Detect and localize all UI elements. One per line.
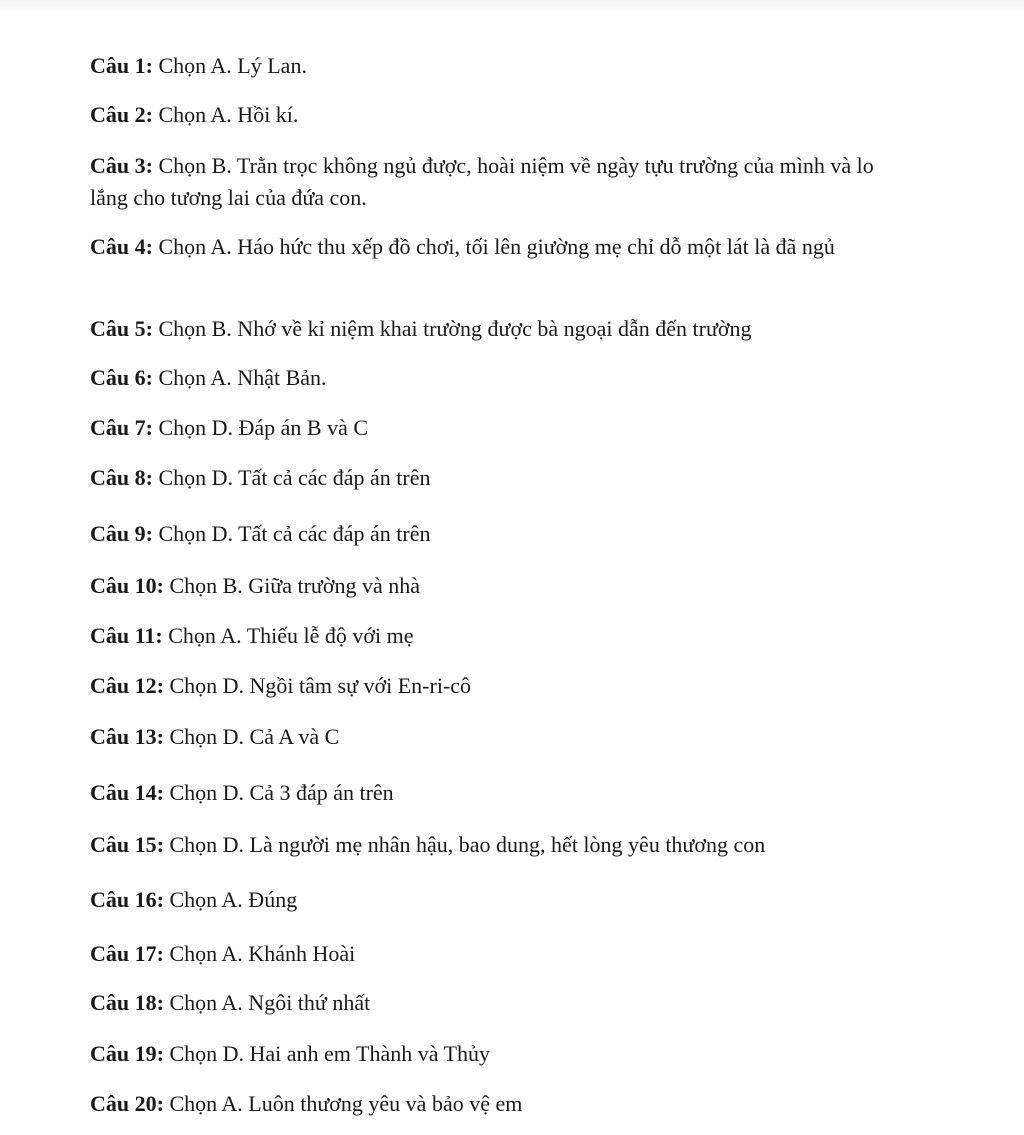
answer-text: Chọn D. Cả 3 đáp án trên [163,780,394,805]
question-label: Câu 6: [90,365,153,390]
answer-text: Chọn A. Luôn thương yêu và bảo vệ em [163,1091,523,1116]
answer-text: Chọn D. Tất cả các đáp án trên [152,521,431,546]
answer-line [90,1038,890,1070]
question-label: Câu 2: [90,102,153,127]
answer-line [90,462,890,494]
answer-line [90,987,890,1019]
answer-line [90,362,890,394]
question-label: Câu 11: [90,623,163,648]
answer-text: Chọn A. Nhật Bản. [152,365,327,390]
answer-text: Chọn A. Thiếu lễ độ với mẹ [162,623,414,648]
answer-line [90,313,890,345]
answer-line [90,829,890,861]
answer-line [90,1088,890,1120]
answer-line [90,938,890,970]
answer-line [90,884,890,916]
answer-text: Chọn D. Tất cả các đáp án trên [152,465,431,490]
question-label: Câu 18: [90,990,164,1015]
answer-text: Chọn A. Đúng [163,887,298,912]
question-label: Câu 7: [90,415,153,440]
answer-text: Chọn A. Lý Lan. [152,53,307,78]
answer-text: Chọn A. Hồi kí. [152,102,299,127]
question-label: Câu 4: [90,234,153,259]
answer-line [90,620,890,652]
answer-text: Chọn D. Hai anh em Thành và Thủy [163,1041,491,1066]
question-label: Câu 8: [90,465,153,490]
answer-text: Chọn A. Khánh Hoài [163,941,356,966]
question-label: Câu 12: [90,673,164,698]
answer-text: Chọn A. Ngôi thứ nhất [163,990,371,1015]
answer-text: Chọn D. Đáp án B và C [152,415,369,440]
question-label: Câu 15: [90,832,164,857]
answer-line [90,50,890,82]
question-label: Câu 16: [90,887,164,912]
question-label: Câu 9: [90,521,153,546]
question-label: Câu 14: [90,780,164,805]
question-label: Câu 13: [90,724,164,749]
top-shadow [0,0,1024,14]
answer-line [90,670,890,702]
question-label: Câu 10: [90,573,164,598]
answer-text: Chọn D. Là người mẹ nhân hậu, bao dung, hết lòng yêu thương con [163,832,766,857]
answer-line [90,518,890,550]
answer-line [90,99,890,131]
question-label: Câu 1: [90,53,153,78]
answer-line [90,570,890,602]
answer-text: Chọn D. Cả A và C [163,724,340,749]
question-label: Câu 20: [90,1091,164,1116]
question-label: Câu 3: [90,153,153,178]
answer-line [90,412,890,444]
answer-text: Chọn A. Háo hức thu xếp đồ chơi, tối lên giường mẹ chỉ dỗ một lát là đã ngủ [152,234,835,259]
answer-text: Chọn B. Giữa trường và nhà [163,573,421,598]
answer-line [90,150,890,214]
answer-text: Chọn B. Trằn trọc không ngủ được, hoài niệm về ngày tựu trường của mình và lo lắng cho tương lai của đứa con. [90,153,874,210]
answer-line [90,777,890,809]
answer-line [90,231,890,263]
answer-text: Chọn B. Nhớ về kỉ niệm khai trường được bà ngoại dẫn đến trường [152,316,752,341]
question-label: Câu 17: [90,941,164,966]
question-label: Câu 19: [90,1041,164,1066]
answer-text: Chọn D. Ngồi tâm sự với En-ri-cô [163,673,472,698]
answer-line [90,721,890,753]
question-label: Câu 5: [90,316,153,341]
